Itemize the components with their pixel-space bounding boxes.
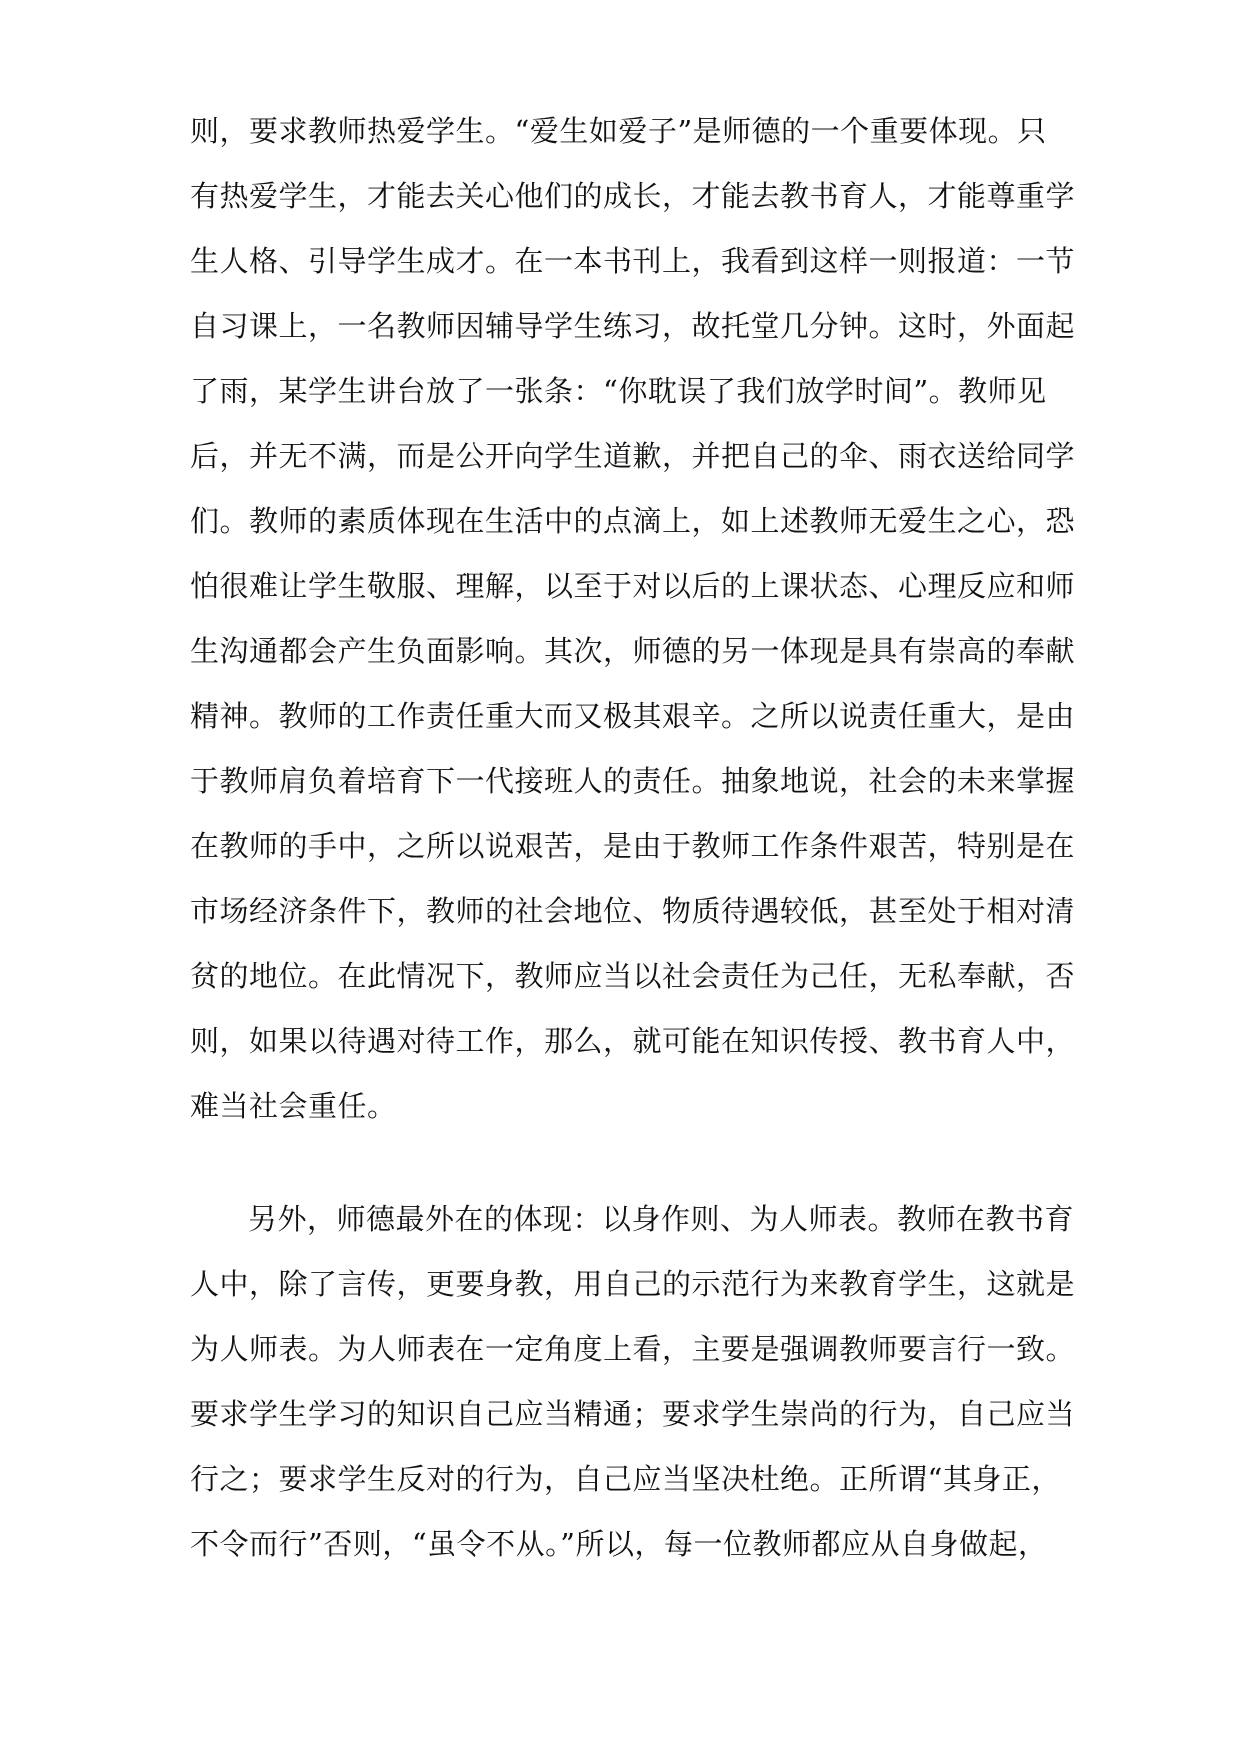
text-line: 人中，除了言传，更要身教，用自己的示范行为来教育学生，这就是 [190,1267,1076,1301]
text-line: 行之；要求学生反对的行为，自己应当坚决杜绝。正所谓“其身正， [190,1462,1061,1496]
paragraph-teacher-ethics-love [190,99,1076,1139]
text-line: 生沟通都会产生负面影响。其次，师德的另一体现是具有崇高的奉献 [190,634,1076,668]
text-line: 在教师的手中，之所以说艰苦，是由于教师工作条件艰苦，特别是在 [190,829,1076,863]
text-line: 怕很难让学生敬服、理解，以至于对以后的上课状态、心理反应和师 [190,569,1076,603]
text-line: 难当社会重任。 [190,1089,397,1123]
text-line: 生人格、引导学生成才。在一本书刊上，我看到这样一则报道：一节 [190,244,1076,278]
text-line: 则，如果以待遇对待工作，那么，就可能在知识传授、教书育人中， [190,1024,1076,1058]
text-line: 则，要求教师热爱学生。“爱生如爱子”是师德的一个重要体现。只 [190,114,1047,148]
text-line: 后，并无不满，而是公开向学生道歉，并把自己的伞、雨衣送给同学 [190,439,1076,473]
text-line: 精神。教师的工作责任重大而又极其艰辛。之所以说责任重大，是由 [190,699,1076,733]
text-line: 有热爱学生，才能去关心他们的成长，才能去教书育人，才能尊重学 [190,179,1076,213]
text-line-indented: 另外，师德最外在的体现：以身作则、为人师表。教师在教书育 [248,1202,1075,1236]
text-line: 们。教师的素质体现在生活中的点滴上，如上述教师无爱生之心，恐 [190,504,1076,538]
text-line: 自习课上，一名教师因辅导学生练习，故托堂几分钟。这时，外面起 [190,309,1076,343]
text-line: 了雨，某学生讲台放了一张条：“你耽误了我们放学时间”。教师见 [190,374,1047,408]
paragraph-role-model [190,1187,1076,1577]
text-line: 不令而行”否则，“虽令不从。”所以，每一位教师都应从自身做起， [190,1527,1048,1561]
text-line: 为人师表。为人师表在一定角度上看，主要是强调教师要言行一致。 [190,1332,1076,1366]
text-line: 市场经济条件下，教师的社会地位、物质待遇较低，甚至处于相对清 [190,894,1076,928]
text-line: 于教师肩负着培育下一代接班人的责任。抽象地说，社会的未来掌握 [190,764,1076,798]
text-line: 要求学生学习的知识自己应当精通；要求学生崇尚的行为，自己应当 [190,1397,1076,1431]
text-line: 贫的地位。在此情况下，教师应当以社会责任为己任，无私奉献，否 [190,959,1076,993]
